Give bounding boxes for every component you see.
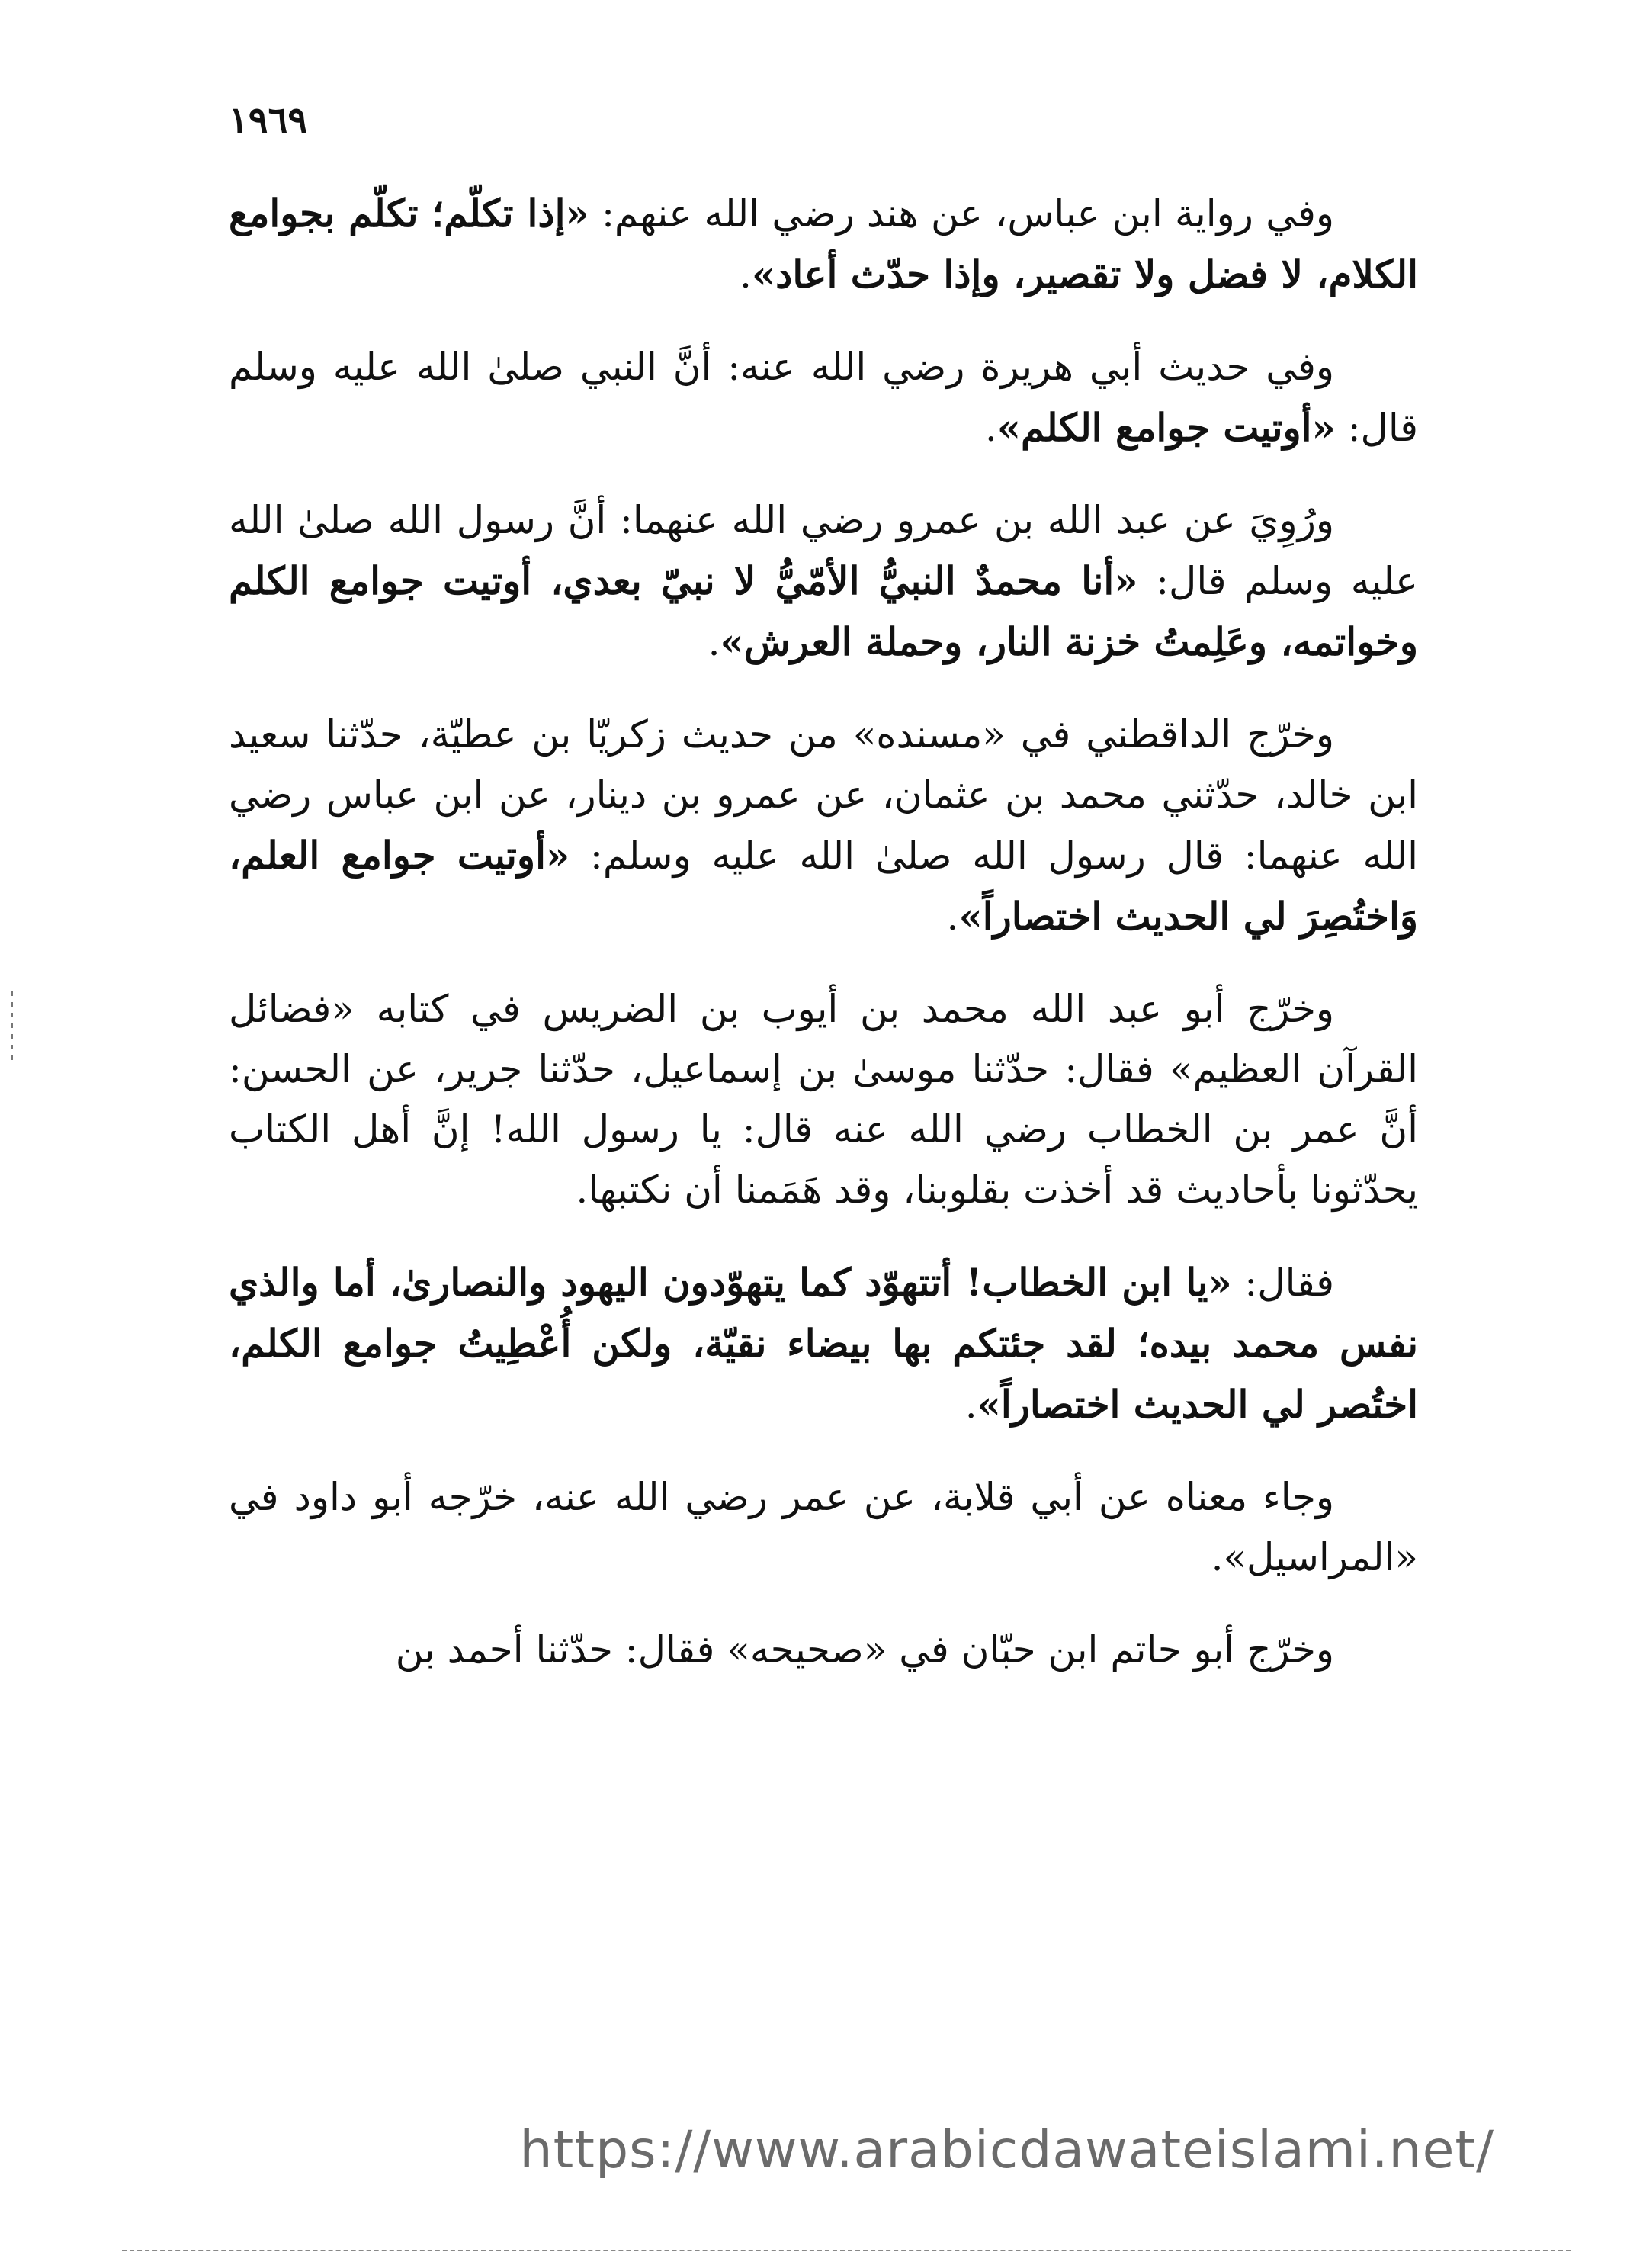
- paragraph-text: وفي حديث أبي هريرة رضي الله عنه: أنَّ النبي صلىٰ الله عليه وسلم قال:: [229, 345, 1418, 450]
- margin-scan-mark: [11, 991, 13, 1060]
- paragraph: [229, 705, 1418, 947]
- paragraph-text: .: [946, 895, 959, 939]
- paragraph-text: وخرّج أبو عبد الله محمد بن أيوب بن الضريس في كتابه «فضائل القرآن العظيم» فقال: حدّثنا موسىٰ بن إسماعيل، حدّثنا جرير، عن الحسن: أنَّ عمر بن الخطاب رضي الله عنه قال: يا رسول الله! إنَّ أهل الكتاب يحدّثونا بأحاديث قد أخذت بقلوبنا، وقد هَمَمنا أن نكتبها.: [229, 987, 1418, 1212]
- paragraph: [229, 490, 1418, 673]
- paragraph: [229, 1620, 1418, 1680]
- quoted-hadith-text: «يا ابن الخطاب! أتتهوّد كما يتهوّدون اليهود والنصارىٰ، أما والذي نفس محمد بيده؛ لقد جئتكم بها بيضاء نقيّة، ولكن أُعْطِيتُ جوامع الكلم، اختُصر لي الحديث اختصاراً»: [229, 1260, 1418, 1427]
- paragraph-text: .: [708, 620, 720, 664]
- paragraph-text: وخرّج الداقطني في «مسنده» من حديث زكريّا بن عطيّة، حدّثنا سعيد ابن خالد، حدّثني محمد بن عثمان، عن عمرو بن دينار، عن ابن عباس رضي الله عنهما: قال رسول الله صلىٰ الله عليه وسلم:: [229, 712, 1418, 878]
- page-number: ١٩٦٩: [229, 99, 308, 142]
- watermark-url: https://www.arabicdawateislami.net/: [519, 2120, 1494, 2180]
- paragraph-text: وخرّج أبو حاتم ابن حبّان في «صحيحه» فقال: حدّثنا أحمد بن: [395, 1627, 1334, 1672]
- paragraph-text: .: [984, 406, 997, 450]
- paragraph-text: ورُوِيَ عن عبد الله بن عمرو رضي الله عنهما: أنَّ رسول الله صلىٰ الله عليه وسلم قال:: [229, 498, 1418, 603]
- paragraph: [229, 979, 1418, 1220]
- paragraph-text: فقال:: [1231, 1261, 1335, 1305]
- body-text: [229, 183, 1418, 1712]
- quoted-hadith-text: «إذا تكلّم؛ تكلّم بجوامع الكلام، لا فضل ولا تقصير، وإذا حدّث أعاد»: [229, 191, 1418, 297]
- paragraph: [229, 337, 1418, 458]
- bottom-scan-rule: [122, 2250, 1571, 2251]
- paragraph-text: .: [964, 1383, 977, 1427]
- paragraph-text: وجاء معناه عن أبي قلابة، عن عمر رضي الله عنه، خرّجه أبو داود في «المراسيل».: [229, 1475, 1418, 1579]
- quoted-hadith-text: «أنا محمدٌ النبيُّ الأمّيُّ لا نبيّ بعدي، أوتيت جوامع الكلم وخواتمه، وعَلِمتُ خزنة النار، وحملة العرش»: [229, 558, 1418, 664]
- paragraph: [229, 1467, 1418, 1588]
- paragraph: [229, 183, 1418, 305]
- quoted-hadith-text: «أوتيت جوامع الكلم»: [996, 405, 1336, 450]
- paragraph-text: .: [739, 252, 752, 297]
- paragraph-text: وفي رواية ابن عباس، عن هند رضي الله عنهم:: [589, 191, 1334, 236]
- quoted-hadith-text: «أوتيت جوامع العلم، وَاختُصِرَ لي الحديث اختصاراً»: [229, 833, 1418, 939]
- paragraph: [229, 1252, 1418, 1435]
